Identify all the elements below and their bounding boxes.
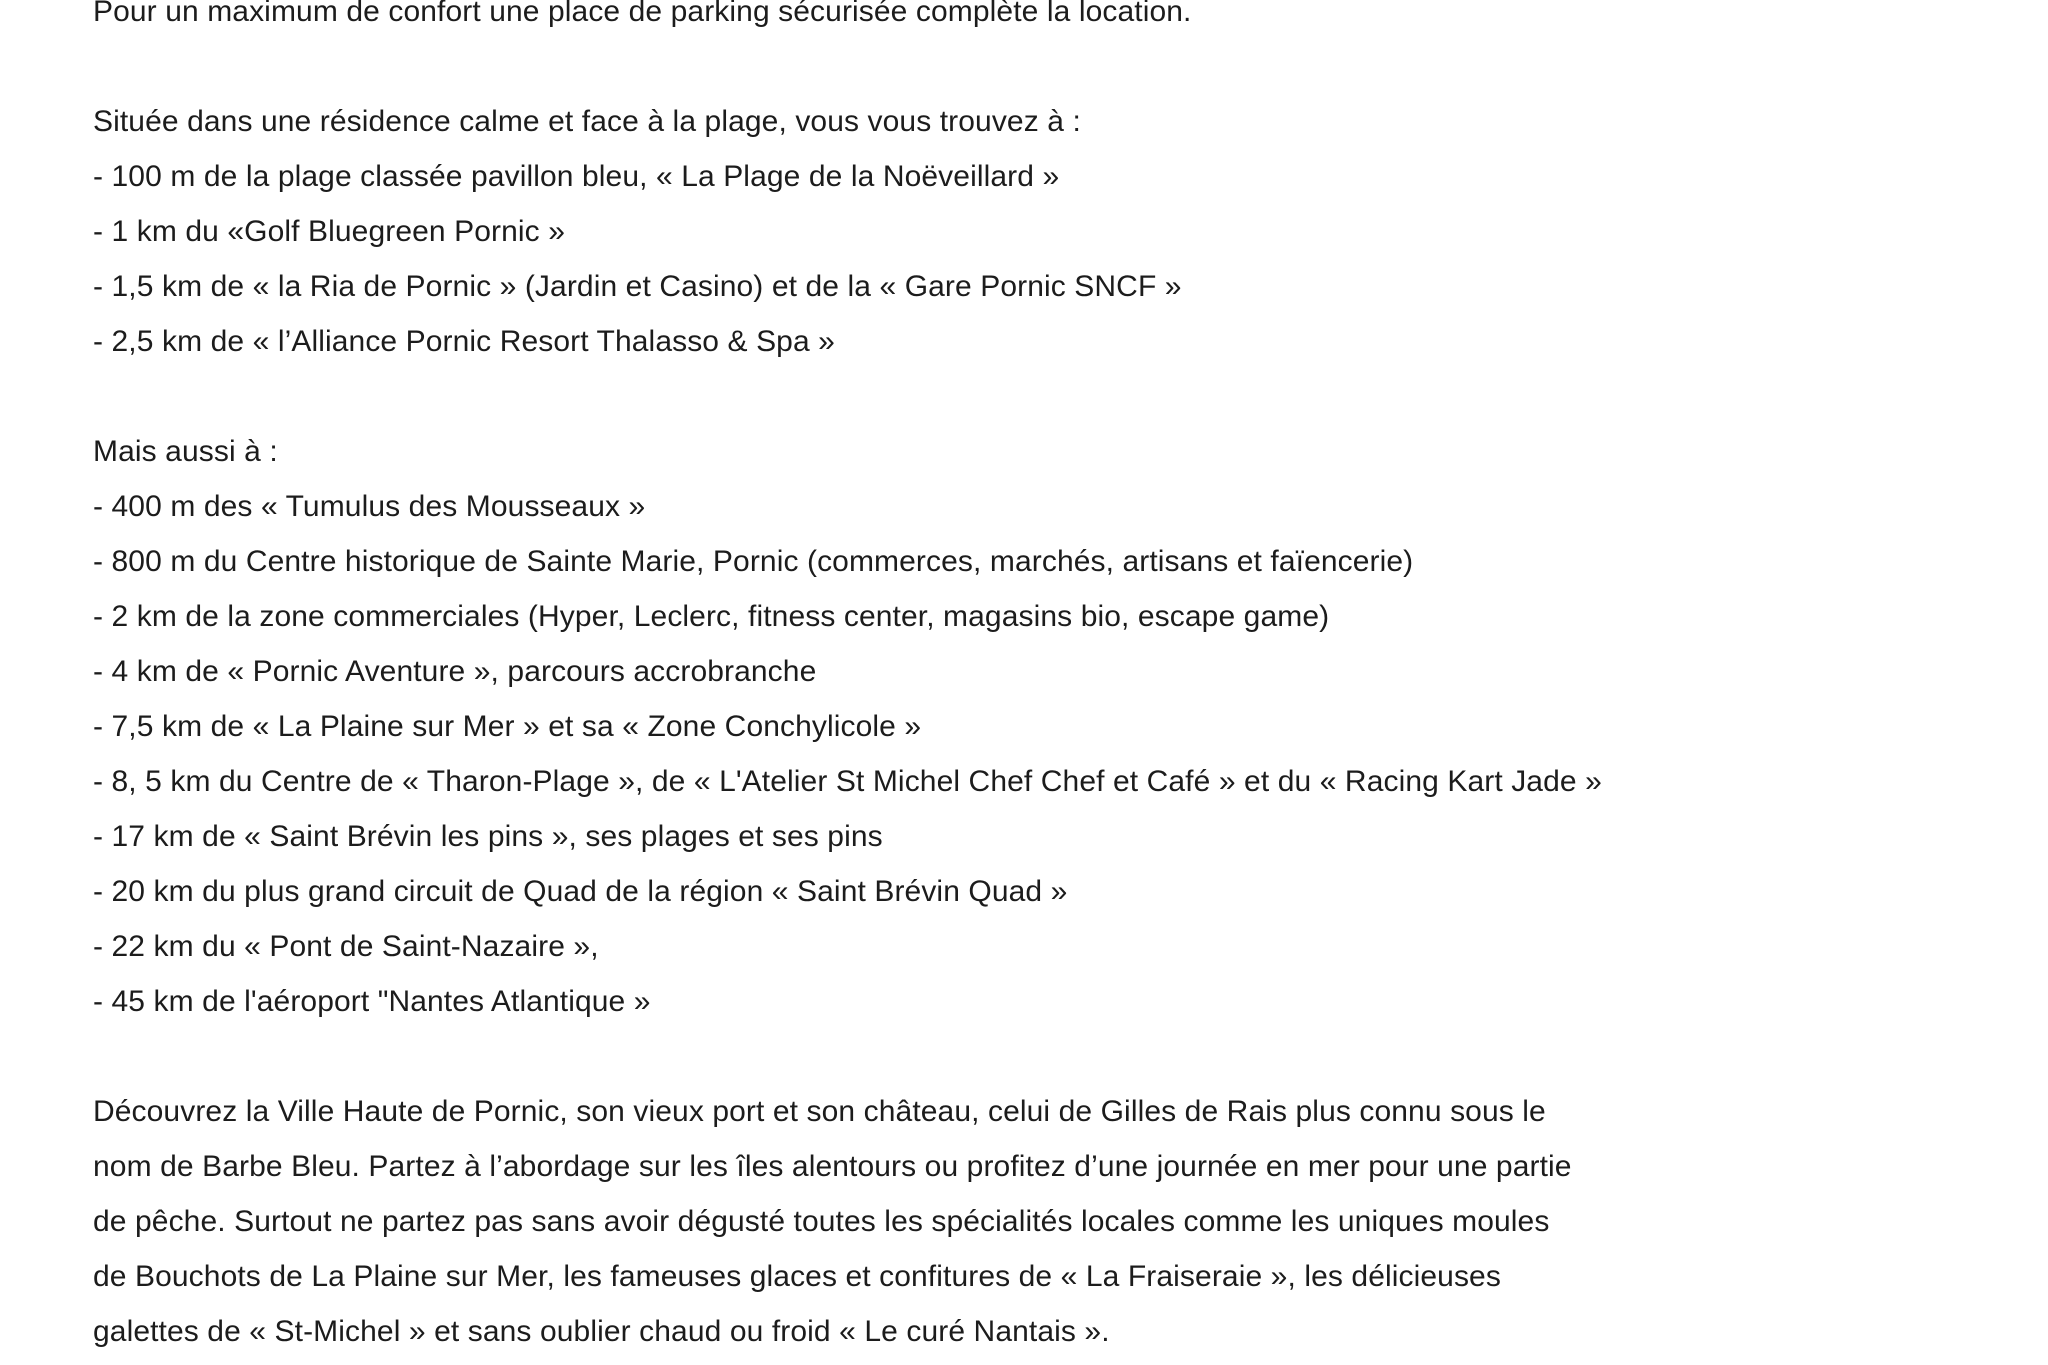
text-line: - 2,5 km de « l’Alliance Pornic Resort Thalasso & Spa »: [93, 325, 835, 358]
text-line: - 45 km de l'aéroport "Nantes Atlantique »: [93, 985, 651, 1018]
text-line: nom de Barbe Bleu. Partez à l’abordage sur les îles alentours ou profitez d’une journée en mer pour une partie: [93, 1150, 1572, 1183]
text-line: - 1 km du «Golf Bluegreen Pornic »: [93, 215, 565, 248]
text-line: Découvrez la Ville Haute de Pornic, son vieux port et son château, celui de Gilles de Rais plus connu sous le: [93, 1095, 1546, 1128]
text-line: - 8, 5 km du Centre de « Tharon-Plage », de « L'Atelier St Michel Chef Chef et Café » et du « Racing Kart Jade »: [93, 765, 1602, 798]
text-line: - 800 m du Centre historique de Sainte Marie, Pornic (commerces, marchés, artisans et faïencerie): [93, 545, 1414, 578]
text-line: - 20 km du plus grand circuit de Quad de la région « Saint Brévin Quad »: [93, 875, 1068, 908]
paragraph-nearby-distances: [93, 94, 2048, 369]
text-line: - 1,5 km de « la Ria de Pornic » (Jardin et Casino) et de la « Gare Pornic SNCF »: [93, 270, 1182, 303]
text-line: - 17 km de « Saint Brévin les pins », ses plages et ses pins: [93, 820, 883, 853]
paragraph-intro-parking: [93, 0, 2048, 39]
text-line: galettes de « St-Michel » et sans oublier chaud ou froid « Le curé Nantais ».: [93, 1315, 1110, 1348]
text-line: Mais aussi à :: [93, 435, 278, 468]
paragraph-other-distances: [93, 424, 2048, 1029]
text-line: - 7,5 km de « La Plaine sur Mer » et sa « Zone Conchylicole »: [93, 710, 922, 743]
paragraph-discover-pornic: [93, 1084, 2048, 1359]
text-line: de pêche. Surtout ne partez pas sans avoir dégusté toutes les spécialités locales comme les uniques moules: [93, 1205, 1550, 1238]
text-line: - 4 km de « Pornic Aventure », parcours accrobranche: [93, 655, 817, 688]
text-line: Pour un maximum de confort une place de parking sécurisée complète la location.: [93, 0, 1192, 28]
text-line: de Bouchots de La Plaine sur Mer, les fameuses glaces et confitures de « La Fraiseraie », les délicieuses: [93, 1260, 1501, 1293]
text-line: - 100 m de la plage classée pavillon bleu, « La Plage de la Noëveillard »: [93, 160, 1060, 193]
text-line: Située dans une résidence calme et face à la plage, vous vous trouvez à :: [93, 105, 1081, 138]
text-line: - 22 km du « Pont de Saint-Nazaire »,: [93, 930, 599, 963]
text-line: - 400 m des « Tumulus des Mousseaux »: [93, 490, 646, 523]
text-line: - 2 km de la zone commerciales (Hyper, Leclerc, fitness center, magasins bio, escape game): [93, 600, 1330, 633]
